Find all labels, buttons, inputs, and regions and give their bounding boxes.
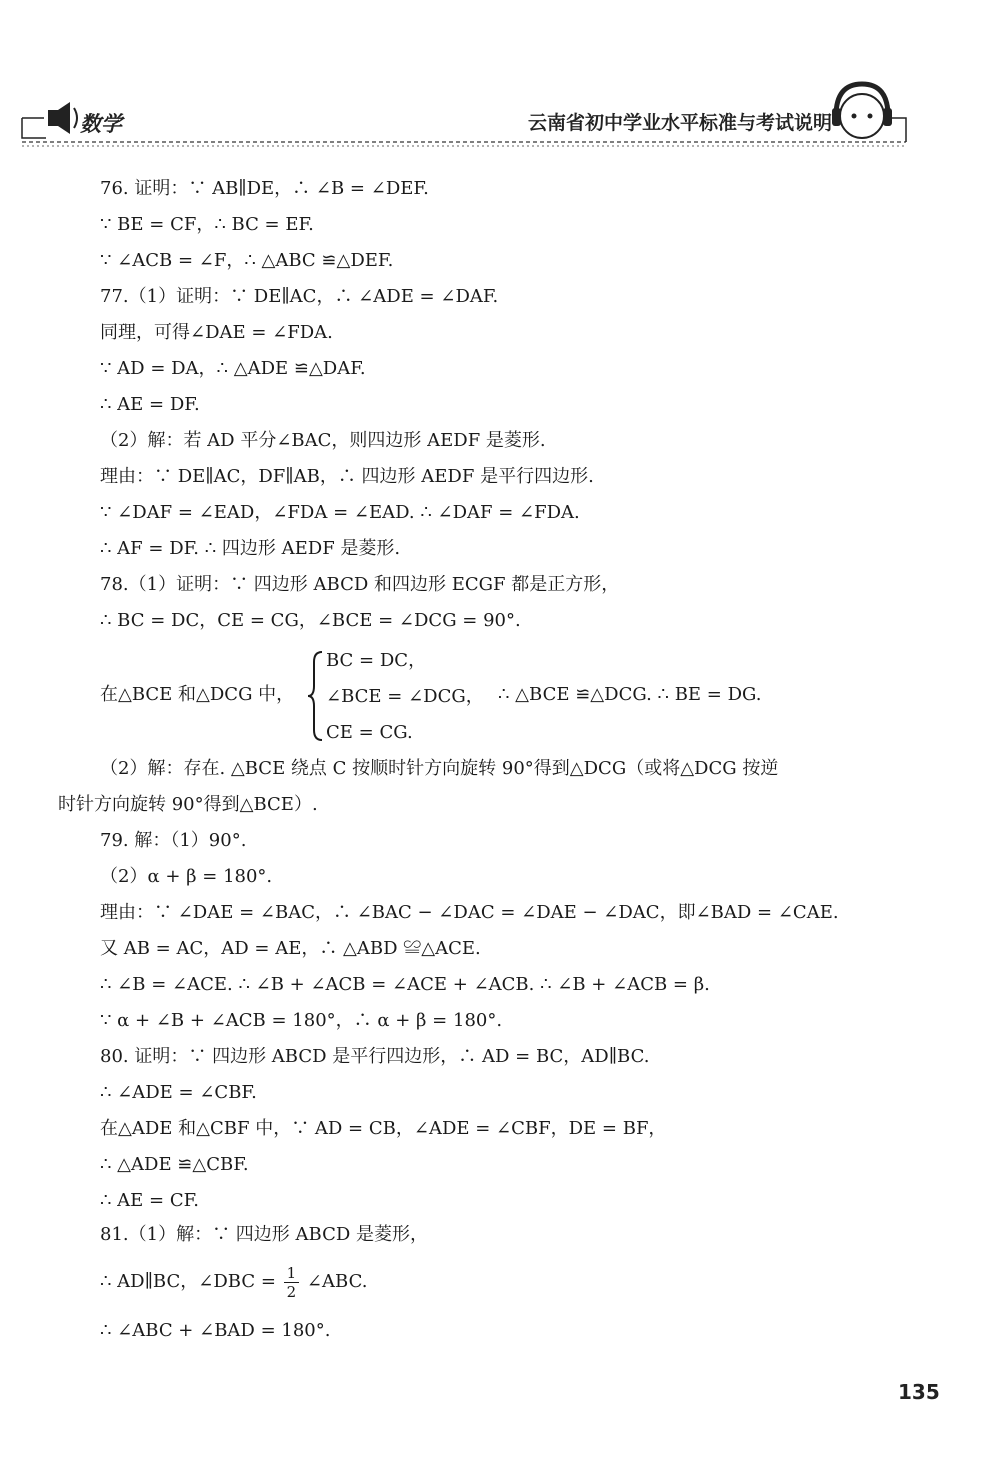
- text-line: 在△ADE 和△CBF 中，∵ AD = CB，∠ADE = ∠CBF，DE = BF，: [100, 1118, 667, 1139]
- fraction-line-suffix: ∠ABC.: [306, 1271, 368, 1292]
- text-line: ∵ ∠DAF = ∠EAD，∠FDA = ∠EAD. ∴ ∠DAF = ∠FDA.: [100, 502, 580, 523]
- text-line: 理由：∵ DE∥AC，DF∥AB，∴ 四边形 AEDF 是平行四边形.: [100, 466, 594, 487]
- text-line: ∴ ∠B = ∠ACE. ∴ ∠B + ∠ACB = ∠ACE + ∠ACB. ∴ ∠B + ∠ACB = β.: [100, 974, 710, 995]
- brace-conclusion: ∴ △BCE ≌△DCG. ∴ BE = DG.: [498, 684, 762, 705]
- mascot-headphones-icon: [832, 84, 892, 138]
- text-line: （2）解：存在. △BCE 绕点 C 按顺时针方向旋转 90°得到△DCG（或将△DCG 按逆: [100, 758, 779, 779]
- brace-lead-text: 在△BCE 和△DCG 中，: [100, 684, 295, 705]
- text-line: 时针方向旋转 90°得到△BCE）.: [58, 794, 318, 815]
- text-line: ∴ △ADE ≌△CBF.: [100, 1154, 249, 1175]
- text-line: （2）解：若 AD 平分∠BAC，则四边形 AEDF 是菱形.: [100, 430, 546, 451]
- text-line: ∴ AE = CF.: [100, 1190, 200, 1211]
- left-brace-icon: [306, 648, 326, 744]
- text-line: ∵ AD = DA，∴ △ADE ≌△DAF.: [100, 358, 366, 379]
- header-decoration: [0, 0, 1000, 160]
- brace-line: ∠BCE = ∠DCG，: [326, 686, 484, 707]
- text-line: 80. 证明：∵ 四边形 ABCD 是平行四边形，∴ AD = BC，AD∥BC.: [100, 1046, 650, 1067]
- text-line: 76. 证明：∵ AB∥DE，∴ ∠B = ∠DEF.: [100, 178, 429, 199]
- text-line: ∴ ∠ADE = ∠CBF.: [100, 1082, 257, 1103]
- speaker-icon: [48, 102, 77, 134]
- text-line: ∵ ∠ACB = ∠F，∴ △ABC ≌△DEF.: [100, 250, 394, 271]
- fraction-one-half: [284, 1264, 300, 1301]
- fraction-line: [100, 1262, 1000, 1302]
- fraction-numerator: 1: [284, 1264, 300, 1283]
- text-line: 理由：∵ ∠DAE = ∠BAC，∴ ∠BAC − ∠DAC = ∠DAE − ∠DAC，即∠BAD = ∠CAE.: [100, 902, 839, 923]
- text-line: 77.（1）证明：∵ DE∥AC，∴ ∠ADE = ∠DAF.: [100, 286, 499, 307]
- text-line: 79. 解：（1）90°.: [100, 830, 247, 851]
- text-line: 同理，可得∠DAE = ∠FDA.: [100, 322, 333, 343]
- subject-label: 数学: [80, 112, 122, 136]
- text-line: ∴ AE = DF.: [100, 394, 200, 415]
- brace-system: [100, 648, 920, 744]
- text-line: 81.（1）解：∵ 四边形 ABCD 是菱形，: [100, 1224, 429, 1245]
- text-line: ∴ AF = DF. ∴ 四边形 AEDF 是菱形.: [100, 538, 401, 559]
- brace-line: BC = DC，: [326, 650, 427, 671]
- text-line: 78.（1）证明：∵ 四边形 ABCD 和四边形 ECGF 都是正方形，: [100, 574, 620, 595]
- brace-lines: [326, 648, 484, 756]
- page-header: [0, 0, 1000, 160]
- text-line: 又 AB = AC，AD = AE，∴ △ABD ≌△ACE.: [100, 938, 481, 959]
- fraction-line-prefix: ∴ AD∥BC，∠DBC =: [100, 1271, 276, 1292]
- text-line: ∵ BE = CF，∴ BC = EF.: [100, 214, 314, 235]
- fraction-denominator: 2: [286, 1282, 297, 1301]
- text-line: ∵ α + ∠B + ∠ACB = 180°，∴ α + β = 180°.: [100, 1010, 503, 1031]
- page-number: 135: [898, 1380, 940, 1404]
- text-line: ∴ ∠ABC + ∠BAD = 180°.: [100, 1320, 331, 1341]
- brace-line: CE = CG.: [326, 722, 413, 743]
- text-line: ∴ BC = DC，CE = CG，∠BCE = ∠DCG = 90°.: [100, 610, 521, 631]
- text-line: （2）α + β = 180°.: [100, 866, 273, 887]
- book-title: 云南省初中学业水平标准与考试说明: [528, 112, 833, 134]
